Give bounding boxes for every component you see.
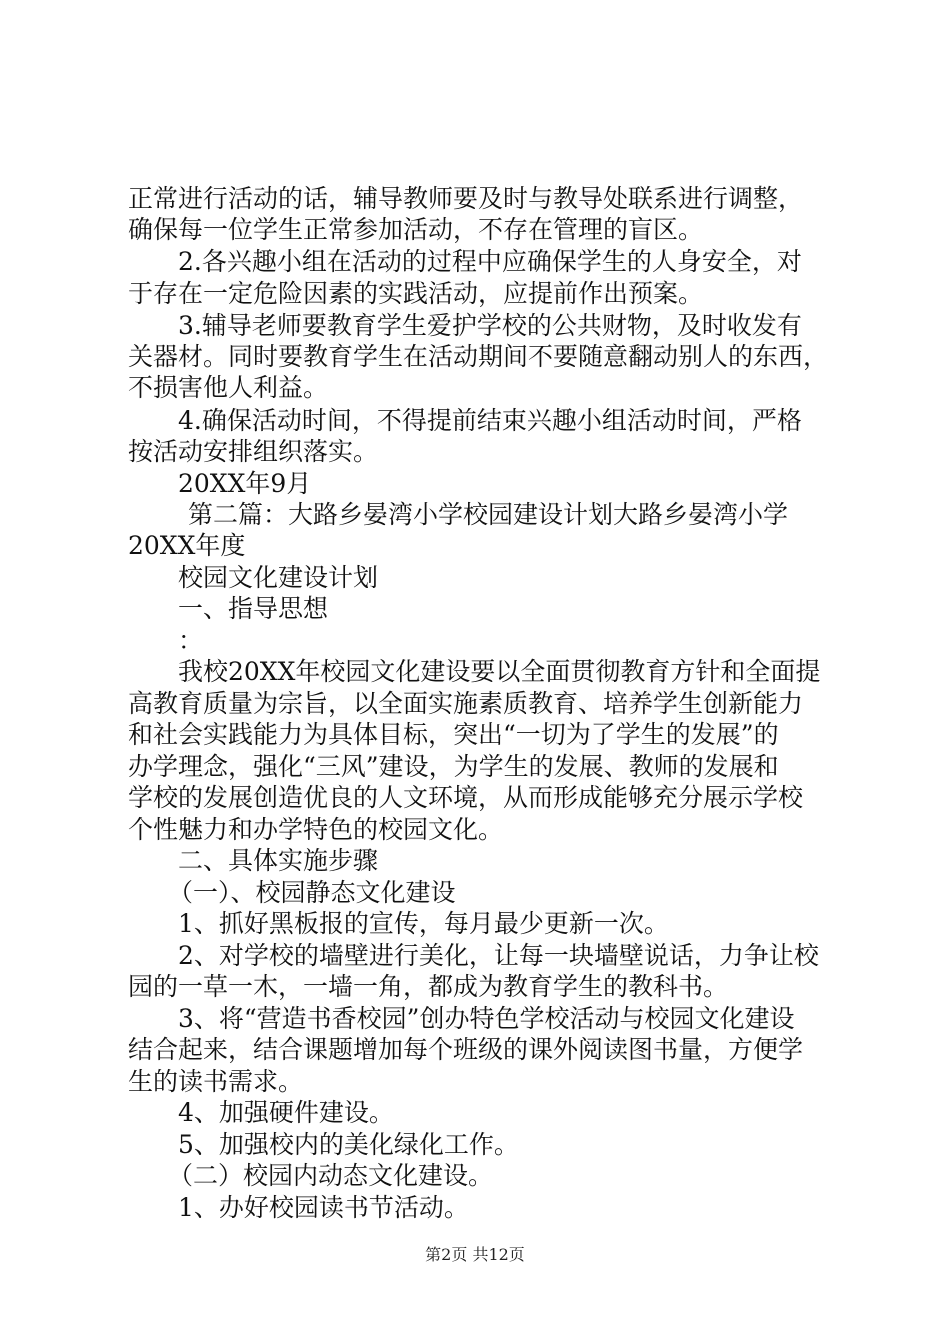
- body-line: 4、加强硬件建设。: [178, 1098, 394, 1127]
- section-heading: 校园文化建设计划: [178, 563, 379, 592]
- page-number-footer: 第2页 共12页: [425, 1245, 525, 1264]
- body-line: 我校20XX年校园文化建设要以全面贯彻教育方针和全面提: [178, 657, 821, 686]
- body-line: 正常进行活动的话，辅导教师要及时与教导处联系进行调整，: [128, 184, 804, 213]
- subheading: （一）、校园静态文化建设: [168, 878, 456, 907]
- body-line: 3.辅导老师要教育学生爱护学校的公共财物，及时收发有: [178, 311, 802, 340]
- body-line: 2.各兴趣小组在活动的过程中应确保学生的人身安全，对: [178, 247, 802, 276]
- body-line: 高教育质量为宗旨，以全面实施素质教育、培养学生创新能力: [128, 689, 804, 718]
- subheading: 一、指导思想: [178, 594, 329, 623]
- body-line: 关器材。同时要教育学生在活动期间不要随意翻动别人的东西，: [128, 342, 829, 371]
- section-heading: 第二篇：大路乡晏湾小学校园建设计划大路乡晏湾小学: [188, 500, 789, 529]
- body-line: 个性魅力和办学特色的校园文化。: [128, 815, 504, 844]
- body-line: 5、加强校内的美化绿化工作。: [178, 1130, 519, 1159]
- date-line: 20XX年9月: [178, 469, 312, 498]
- subheading: （二）校园内动态文化建设。: [168, 1161, 494, 1190]
- body-line: 不损害他人利益。: [128, 373, 329, 402]
- body-line: 1、办好校园读书节活动。: [178, 1193, 469, 1222]
- body-line: 办学理念，强化“三风”建设，为学生的发展、教师的发展和: [128, 752, 779, 781]
- body-line: 4.确保活动时间，不得提前结束兴趣小组活动时间，严格: [178, 406, 802, 435]
- body-line: 确保每一位学生正常参加活动，不存在管理的盲区。: [128, 215, 704, 244]
- body-line: 园的一草一木，一墙一角，都成为教育学生的教科书。: [128, 972, 729, 1001]
- body-line: 3、将“营造书香校园”创办特色学校活动与校园文化建设: [178, 1004, 795, 1033]
- body-line: 生的读书需求。: [128, 1067, 304, 1096]
- subheading: 二、具体实施步骤: [178, 846, 379, 875]
- body-line: 学校的发展创造优良的人文环境，从而形成能够充分展示学校: [128, 783, 804, 812]
- body-line: ：: [178, 626, 204, 655]
- body-line: 结合起来，结合课题增加每个班级的课外阅读图书量，方便学: [128, 1035, 804, 1064]
- body-line: 和社会实践能力为具体目标，突出“一切为了学生的发展”的: [128, 720, 779, 749]
- section-heading: 20XX年度: [128, 531, 246, 560]
- body-line: 按活动安排组织落实。: [128, 437, 379, 466]
- body-line: 1、抓好黑板报的宣传，每月最少更新一次。: [178, 909, 669, 938]
- body-line: 2、对学校的墙壁进行美化，让每一块墙壁说话，力争让校: [178, 941, 819, 970]
- body-line: 于存在一定危险因素的实践活动，应提前作出预案。: [128, 279, 704, 308]
